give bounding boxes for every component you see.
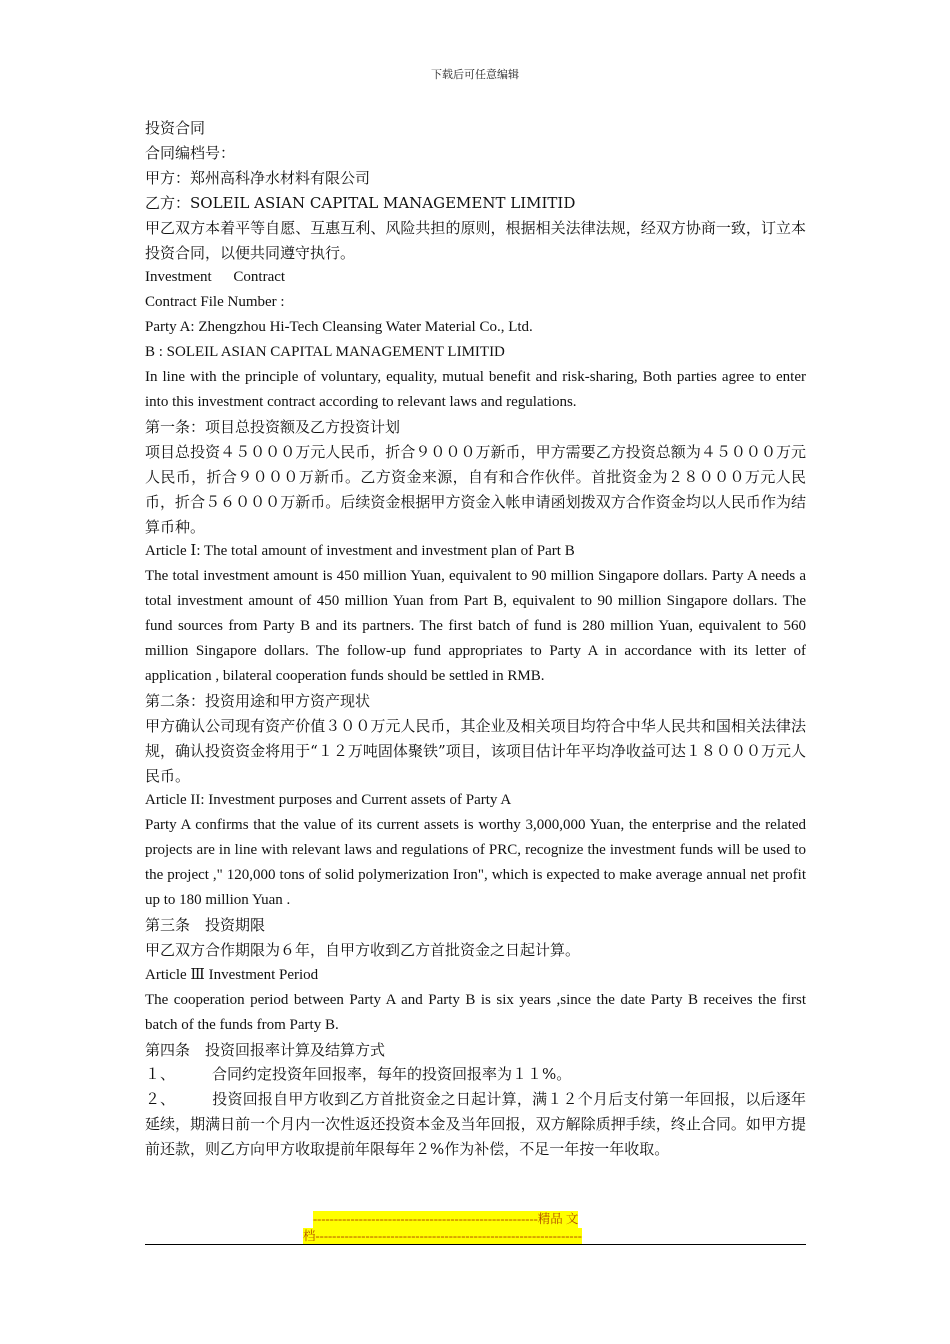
party-a-en: Party A: Zhengzhou Hi-Tech Cleansing Water Material Co., Ltd. <box>145 319 533 336</box>
page-header: 下载后可任意编辑 <box>431 68 519 81</box>
document-body <box>145 116 806 1162</box>
article-2-body-cn: 甲方确认公司现有资产价值３００万元人民币，其企业及相关项目均符合中华人民共和国相关法律法规，确认投资资金将用于“１２万吨固体聚铁”项目，该项目估计年平均净收益可达１８０００万元人民币。 <box>145 716 806 785</box>
party-b-cn: 乙方：SOLEIL ASIAN CAPITAL MANAGEMENT LIMITID <box>145 193 576 212</box>
article-1-heading-cn: 第一条：项目总投资额及乙方投资计划 <box>145 417 401 436</box>
article-4-item-2 <box>145 1087 806 1162</box>
article-3-body-cn: 甲乙双方合作期限为６年，自甲方收到乙方首批资金之日起计算。 <box>145 940 581 959</box>
article-1-body-cn: 项目总投资４５０００万元人民币，折合９０００万新币，甲方需要乙方投资总额为４５０００万元人民币，折合９０００万新币。乙方资金来源，自有和合作伙伴。首批资金为２８０００万元人民币，折合５６０００万新币。后续资金根据甲方资金入帐申请函划拨双方合作资金均以人民币作为结算币种。 <box>145 442 806 536</box>
contract-title-cn: 投资合同 <box>145 119 206 137</box>
article-3-body-en: The cooperation period between Party A and Party B is six years ,since the date Party B receives the first batch of the funds from Party B. <box>145 991 806 1033</box>
article-3-heading-en: Article Ⅲ Investment Period <box>145 966 319 983</box>
party-a-cn: 甲方：郑州高科净水材料有限公司 <box>145 168 371 187</box>
footer-banner-line-1: ------------------------------------------------------精品 文 <box>313 1212 579 1226</box>
contract-title-en: Investment Contract <box>145 269 286 286</box>
article-2-heading-en: Article II: Investment purposes and Current assets of Party A <box>145 792 512 809</box>
article-1-heading-en: Article Ⅰ: The total amount of investment and investment plan of Part B <box>145 543 575 560</box>
contract-file-number-cn: 合同编档号： <box>145 143 236 162</box>
preamble-en: In line with the principle of voluntary, equality, mutual benefit and risk-sharing, Both parties agree to enter into this investment contract according to relevant laws and regulations. <box>145 369 806 410</box>
article-2-heading-cn: 第二条：投资用途和甲方资产现状 <box>145 691 371 710</box>
contract-file-number-en: Contract File Number : <box>145 294 285 311</box>
article-4-item-1 <box>145 1062 806 1087</box>
article-2-body-en: Party A confirms that the value of its current assets is worthy 3,000,000 Yuan, the enterprise and the related projects are in line with relevant laws and regulations of PRC, recognize the investment funds will be used to the project ," 120,000 tons of solid polymerization Iron", which is expected to make average annual net profit up to 180 million Yuan . <box>145 817 806 909</box>
article-4-item-2-number: ２、 <box>145 1090 176 1109</box>
article-3-heading-cn: 第三条 投资期限 <box>145 916 266 934</box>
article-4-item-1-text: 合同约定投资年回报率，每年的投资回报率为１１%。 <box>212 1065 572 1084</box>
party-b-en: B : SOLEIL ASIAN CAPITAL MANAGEMENT LIMITID <box>145 344 505 361</box>
footer-banner-line-2: 档---------------------------------------------------------------- <box>303 1229 582 1243</box>
footer-divider <box>145 1244 806 1245</box>
article-4-item-1-number: １、 <box>145 1065 176 1084</box>
article-1-body-en: The total investment amount is 450 million Yuan, equivalent to 90 million Singapore dollars. Party A needs a total investment amount of 450 million Yuan from Part B, equivalent to 90 million Singapore dollars. The fund sources from Party B and its partners. The first batch of fund is 280 million Yuan, equivalent to 560 million Singapore dollars. The follow-up fund appropriates to Party A in accordance with its letter of application , bilateral cooperation funds should be settled in RMB. <box>145 568 806 684</box>
preamble-cn: 甲乙双方本着平等自愿、互惠互利、风险共担的原则，根据相关法律法规，经双方协商一致，订立本投资合同，以便共同遵守执行。 <box>145 218 806 262</box>
article-4-heading-cn: 第四条 投资回报率计算及结算方式 <box>145 1040 386 1059</box>
article-4-item-2-text: 投资回报自甲方收到乙方首批资金之日起计算，满１２个月后支付第一年回报，以后逐年延续，期满日前一个月内一次性返还投资本金及当年回报，双方解除质押手续，终止合同。如甲方提前还款，则乙方向甲方收取提前年限每年２%作为补偿，不足一年按一年收取。 <box>145 1090 806 1159</box>
